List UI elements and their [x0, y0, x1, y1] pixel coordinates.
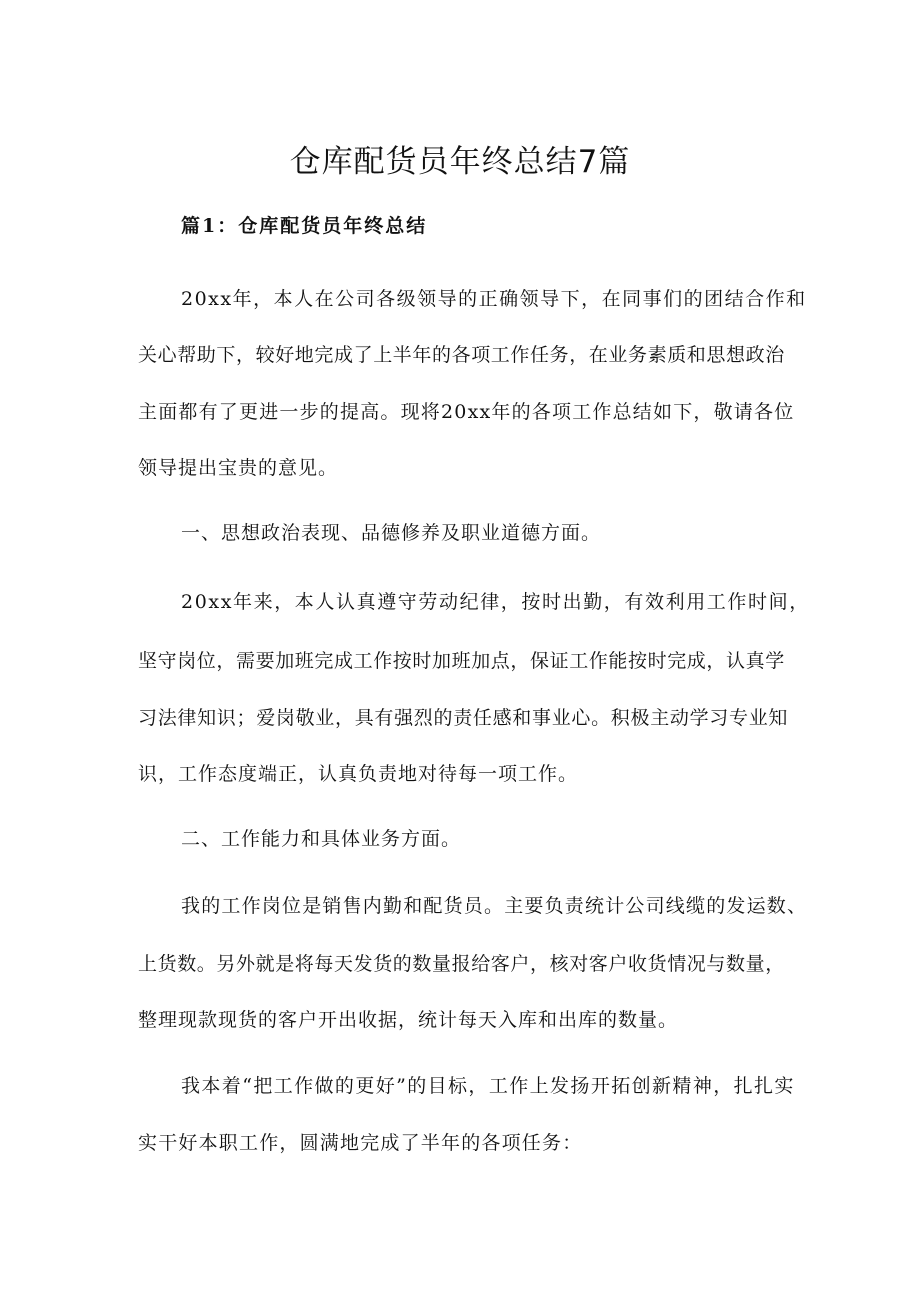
paragraph-line: 实干好本职工作，圆满地完成了半年的各项任务： [138, 1132, 583, 1154]
subsection-heading: 二、工作能力和具体业务方面。 [181, 828, 462, 850]
section-heading: 篇1：仓库配货员年终总结 [181, 215, 428, 237]
paragraph-line: 上货数。另外就是将每天发货的数量报给客户，核对客户收货情况与数量， [138, 953, 785, 975]
paragraph-line: 20xx年，本人在公司各级领导的正确领导下，在同事们的团结合作和 [181, 288, 807, 310]
paragraph-line: 识，工作态度端正，认真负责地对待每一项工作。 [138, 763, 579, 785]
subsection-heading: 一、思想政治表现、品德修养及职业道德方面。 [181, 522, 602, 544]
paragraph-line: 20xx年来，本人认真遵守劳动纪律，按时出勤，有效利用工作时间， [181, 591, 810, 613]
paragraph-line: 我本着“把工作做的更好”的目标，工作上发扬开拓创新精神，扎扎实 [181, 1075, 795, 1097]
paragraph-line: 领导提出宝贵的意见。 [138, 457, 339, 479]
paragraph-line: 坚守岗位，需要加班完成工作按时加班加点，保证工作能按时完成，认真学 [138, 650, 785, 672]
document-title: 仓库配货员年终总结7篇 [289, 144, 631, 180]
paragraph-line: 习法律知识；爱岗敬业，具有强烈的责任感和事业心。积极主动学习专业知 [138, 707, 789, 729]
paragraph-line: 整理现款现货的客户开出收据，统计每天入库和出库的数量。 [138, 1009, 679, 1031]
paragraph-line: 关心帮助下，较好地完成了上半年的各项工作任务，在业务素质和思想政治 [138, 344, 785, 366]
paragraph-line: 主面都有了更进一步的提高。现将20xx年的各项工作总结如下，敬请各位 [138, 401, 795, 423]
paragraph-line: 我的工作岗位是销售内勤和配货员。主要负责统计公司线缆的发运数、 [181, 895, 808, 917]
